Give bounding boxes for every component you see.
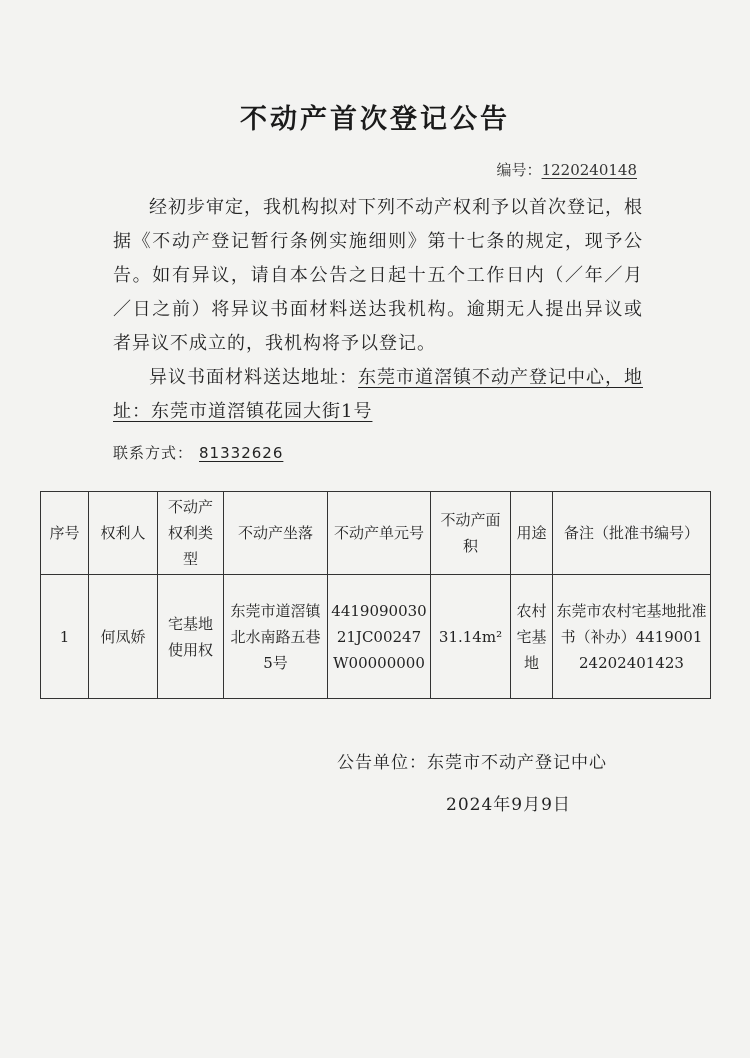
doc-number xyxy=(497,159,637,180)
table-row xyxy=(41,575,711,699)
objection-address-label: 异议书面材料送达地址： xyxy=(149,367,358,388)
page-title: 不动产首次登记公告 xyxy=(240,104,510,135)
header-area: 不动产面积 xyxy=(431,492,511,575)
doc-number-value: 1220240148 xyxy=(541,161,637,179)
cell-right-type: 宅基地使用权 xyxy=(158,575,224,699)
header-holder: 权利人 xyxy=(89,492,158,575)
objection-address-value: 东莞市道滘镇不动产登记中心，地址：东莞市道滘镇花园大街1号 xyxy=(113,367,643,422)
paragraph-objection-address xyxy=(113,361,643,429)
issue-date: 2024年9月9日 xyxy=(446,795,571,815)
cell-usage: 农村宅基地 xyxy=(511,575,553,699)
cell-location: 东莞市道滘镇北水南路五巷5号 xyxy=(224,575,328,699)
header-right-type: 不动产权利类型 xyxy=(158,492,224,575)
contact-label: 联系方式： xyxy=(113,444,194,462)
contact-line xyxy=(113,442,289,463)
header-usage: 用途 xyxy=(511,492,553,575)
header-seq: 序号 xyxy=(41,492,89,575)
paragraph-main: 经初步审定，我机构拟对下列不动产权利予以首次登记，根据《不动产登记暂行条例实施细则》第十七条的规定，现予公告。如有异议，请自本公告之日起十五个工作日内（／年／月／日之前）将异议书面材料送达我机构。逾期无人提出异议或者异议不成立的，我机构将予以登记。 xyxy=(113,197,643,354)
header-unit-no: 不动产单元号 xyxy=(328,492,431,575)
header-remark: 备注（批准书编号） xyxy=(553,492,711,575)
contact-value: 81332626 xyxy=(199,444,284,462)
cell-unit-no: 441909003021JC00247W00000000 xyxy=(328,575,431,699)
header-location: 不动产坐落 xyxy=(224,492,328,575)
cell-remark: 东莞市农村宅基地批准书（补办）441900124202401423 xyxy=(553,575,711,699)
doc-number-label: 编号： xyxy=(496,161,542,179)
table-header-row xyxy=(41,492,711,575)
announcement-body xyxy=(113,191,643,429)
cell-seq: 1 xyxy=(41,575,89,699)
issuer: 公告单位：东莞市不动产登记中心 xyxy=(337,753,607,773)
cell-holder: 何凤娇 xyxy=(89,575,158,699)
cell-area: 31.14m² xyxy=(431,575,511,699)
registration-table xyxy=(40,491,711,699)
